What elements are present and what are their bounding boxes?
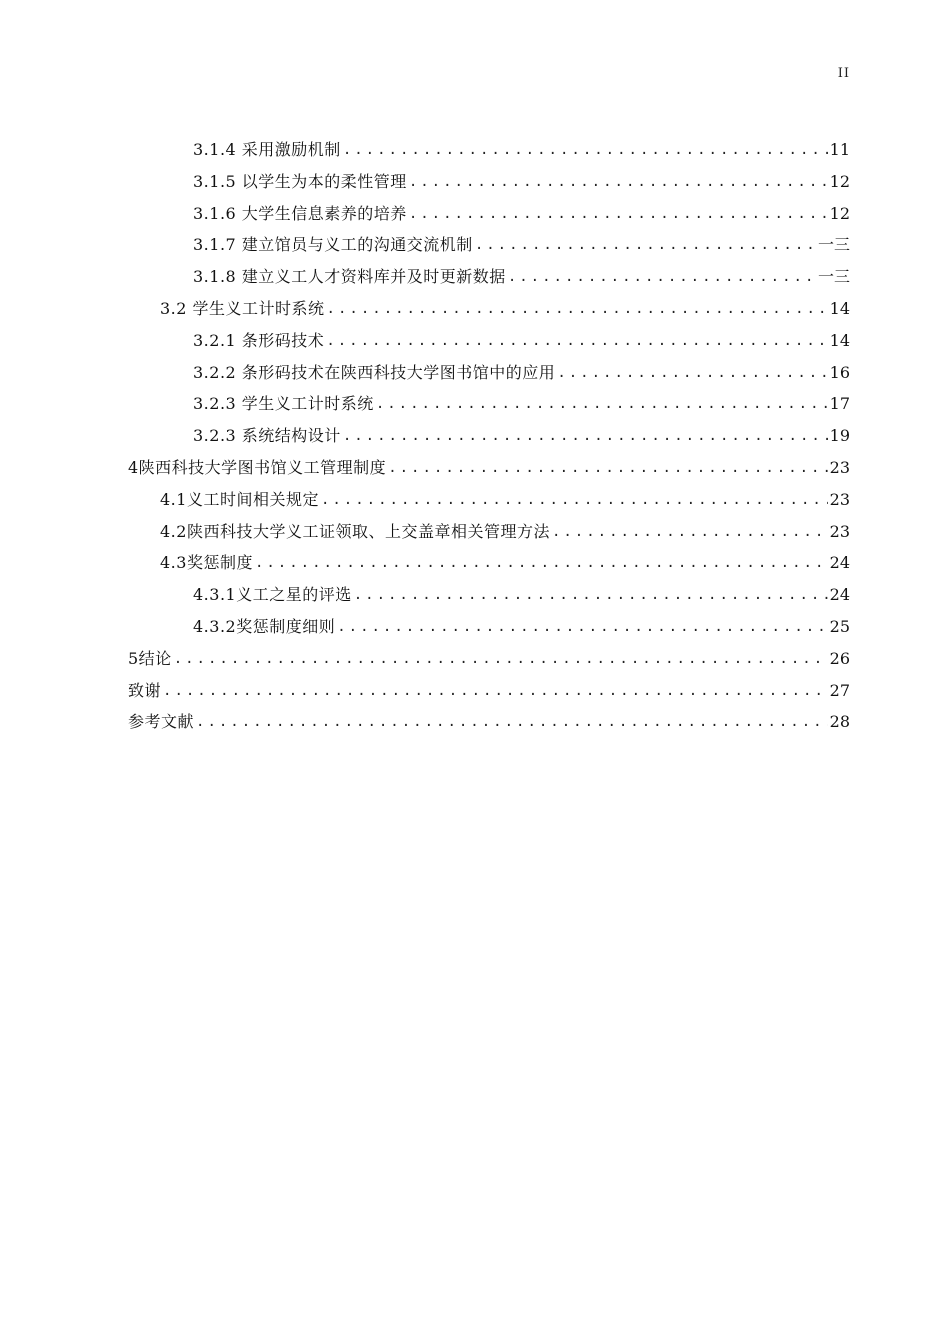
toc-entry[interactable] — [193, 128, 850, 160]
toc-entry-title: 3.2.3 系统结构设计 — [193, 426, 341, 446]
toc-dot-leader — [326, 331, 827, 351]
toc-entry-title: 3.2 学生义工计时系统 — [160, 299, 325, 318]
toc-entry[interactable] — [193, 319, 850, 351]
toc-entry-page: 14 — [829, 330, 850, 350]
toc-entry-page: 11 — [829, 140, 850, 159]
toc-entry[interactable] — [193, 573, 850, 605]
toc-entry[interactable] — [193, 192, 850, 224]
toc-entry-title: 4.1义工时间相关规定 — [160, 489, 319, 509]
toc-entry-title: 4.2陕西科技大学义工证领取、上交盖章相关管理方法 — [160, 521, 550, 541]
toc-entry-page: 14 — [829, 299, 850, 318]
toc-entry-page: 17 — [829, 394, 850, 414]
toc-entry[interactable] — [193, 160, 850, 192]
toc-dot-leader — [327, 299, 828, 319]
toc-entry[interactable] — [128, 669, 850, 701]
toc-dot-leader — [552, 522, 828, 542]
toc-entry-page: 26 — [829, 648, 850, 668]
toc-dot-leader — [343, 140, 828, 160]
toc-entry-title: 3.2.2 条形码技术在陕西科技大学图书馆中的应用 — [193, 362, 556, 382]
toc-entry-page: 12 — [829, 171, 850, 191]
toc-dot-leader — [409, 172, 828, 192]
toc-entry-page: 19 — [829, 426, 850, 446]
toc-entry-title: 3.1.7 建立馆员与义工的沟通交流机制 — [193, 235, 473, 255]
toc-dot-leader — [557, 363, 827, 383]
toc-entry-title: 4.3奖惩制度 — [160, 553, 253, 573]
toc-entry[interactable] — [193, 255, 850, 287]
toc-entry-page: 24 — [829, 553, 850, 573]
toc-dot-leader — [376, 394, 828, 414]
toc-dot-leader — [354, 585, 828, 605]
toc-entry[interactable] — [128, 446, 850, 478]
toc-dot-leader — [388, 458, 827, 478]
toc-entry-page: 28 — [829, 712, 850, 732]
toc-entry-title: 3.1.4 采用激励机制 — [193, 140, 341, 159]
toc-entry-page: 27 — [829, 680, 850, 700]
toc-dot-leader — [337, 617, 827, 637]
toc-dot-leader — [343, 426, 828, 446]
toc-entry[interactable] — [193, 382, 850, 414]
toc-entry-page: 23 — [829, 489, 850, 509]
toc-entry-page: 23 — [829, 521, 850, 541]
toc-entry-title: 4.3.1义工之星的评选 — [193, 585, 352, 605]
toc-entry-page: 16 — [829, 362, 850, 382]
toc-entry[interactable] — [160, 541, 850, 573]
toc-entry-title: 4陕西科技大学图书馆义工管理制度 — [128, 458, 387, 477]
toc-entry-page: 24 — [829, 585, 850, 605]
toc-dot-leader — [409, 204, 828, 224]
page-number: II — [837, 66, 850, 81]
toc-entry-page: 一三 — [817, 235, 850, 255]
toc-entry[interactable] — [193, 223, 850, 255]
toc-entry-page: 12 — [829, 203, 850, 223]
toc-entry[interactable] — [160, 478, 850, 510]
toc-entry-title: 参考文献 — [128, 712, 195, 732]
toc-dot-leader — [508, 267, 816, 287]
toc-entry[interactable] — [160, 510, 850, 542]
toc-dot-leader — [475, 235, 816, 255]
toc-entry[interactable] — [128, 637, 850, 669]
toc-entry-title: 致谢 — [128, 680, 162, 700]
toc-entry[interactable] — [160, 287, 850, 319]
toc-dot-leader — [174, 649, 828, 669]
toc-entry[interactable] — [193, 351, 850, 383]
toc-entry-title: 3.2.1 条形码技术 — [193, 330, 325, 350]
toc-entry-title: 4.3.2奖惩制度细则 — [193, 617, 336, 636]
toc-entry-page: 25 — [829, 617, 850, 636]
toc-entry[interactable] — [193, 414, 850, 446]
toc-entry-title: 3.1.6 大学生信息素养的培养 — [193, 203, 407, 223]
toc-entry-title: 5结论 — [128, 648, 172, 668]
toc-dot-leader — [163, 681, 828, 701]
toc-entry[interactable] — [193, 605, 850, 637]
toc-dot-leader — [321, 490, 828, 510]
toc-dot-leader — [255, 553, 828, 573]
toc-entry-title: 3.1.5 以学生为本的柔性管理 — [193, 171, 407, 191]
toc-entry-title: 3.2.3 学生义工计时系统 — [193, 394, 374, 414]
toc-entry-page: 一三 — [817, 267, 850, 287]
toc-dot-leader — [196, 712, 828, 732]
toc-entry-title: 3.1.8 建立义工人才资料库并及时更新数据 — [193, 267, 506, 287]
toc-entry[interactable] — [128, 700, 850, 732]
toc-entry-page: 23 — [829, 458, 850, 477]
